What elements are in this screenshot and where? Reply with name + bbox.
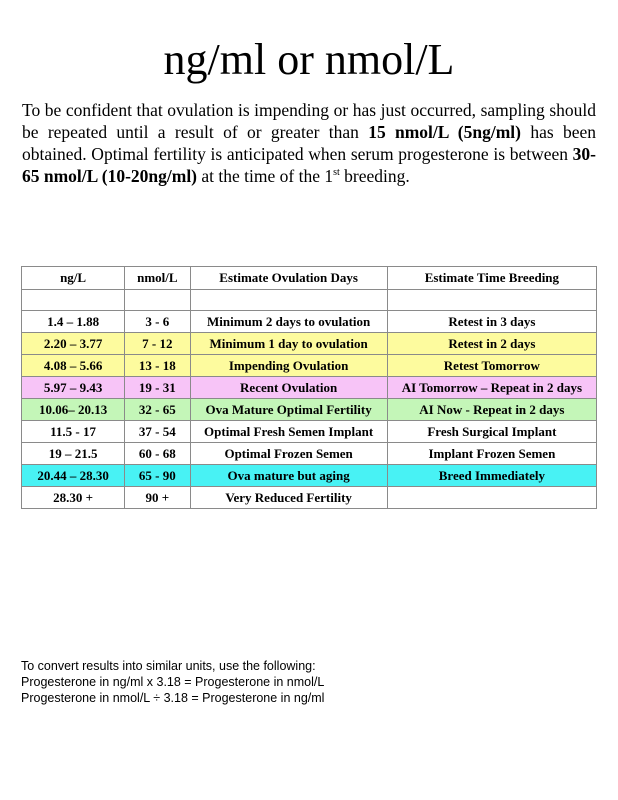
table-row <box>22 421 597 443</box>
cell-ng-l: 2.20 – 3.77 <box>22 333 125 355</box>
cell-ovulation-days: Recent Ovulation <box>190 377 387 399</box>
cell-time-breeding: Retest in 3 days <box>387 311 596 333</box>
cell-nmol-l: 60 - 68 <box>125 443 190 465</box>
cell-nmol-l: 37 - 54 <box>125 421 190 443</box>
cell-time-breeding <box>387 487 596 509</box>
cell-ovulation-days <box>190 290 387 311</box>
cell-nmol-l: 7 - 12 <box>125 333 190 355</box>
cell-ng-l: 5.97 – 9.43 <box>22 377 125 399</box>
cell-time-breeding: AI Now - Repeat in 2 days <box>387 399 596 421</box>
cell-nmol-l: 90 + <box>125 487 190 509</box>
table-row <box>22 333 597 355</box>
cell-ng-l <box>22 290 125 311</box>
intro-bold-optimal-range: 30-65 nmol/L (10-20ng/ml) <box>22 144 596 186</box>
cell-ng-l: 28.30 + <box>22 487 125 509</box>
cell-ovulation-days: Minimum 1 day to ovulation <box>190 333 387 355</box>
cell-ng-l: 1.4 – 1.88 <box>22 311 125 333</box>
cell-ovulation-days: Ova mature but aging <box>190 465 387 487</box>
cell-ovulation-days: Impending Ovulation <box>190 355 387 377</box>
header-ng-l: ng/L <box>22 267 125 290</box>
cell-ovulation-days: Ova Mature Optimal Fertility <box>190 399 387 421</box>
conversion-notes <box>21 658 601 706</box>
conversion-nmol-to-ng: Progesterone in nmol/L ÷ 3.18 = Progesterone in ng/ml <box>21 691 325 705</box>
table-row <box>22 377 597 399</box>
table-row <box>22 399 597 421</box>
cell-ng-l: 4.08 – 5.66 <box>22 355 125 377</box>
intro-text-2: has been obtained. Optimal fertility is anticipated when serum progesterone is between <box>22 122 596 164</box>
header-ovulation-days: Estimate Ovulation Days <box>190 267 387 290</box>
cell-time-breeding: Fresh Surgical Implant <box>387 421 596 443</box>
cell-time-breeding <box>387 290 596 311</box>
cell-ng-l: 20.44 – 28.30 <box>22 465 125 487</box>
cell-time-breeding: Retest Tomorrow <box>387 355 596 377</box>
cell-ovulation-days: Optimal Frozen Semen <box>190 443 387 465</box>
intro-superscript: st <box>333 167 340 179</box>
cell-nmol-l: 13 - 18 <box>125 355 190 377</box>
conversion-intro: To convert results into similar units, use the following: <box>21 659 316 673</box>
cell-nmol-l <box>125 290 190 311</box>
intro-text-1: To be confident that ovulation is impending or has just occurred, sampling should be repeated until a result of or greater than <box>22 100 596 142</box>
conversion-ng-to-nmol: Progesterone in ng/ml x 3.18 = Progesterone in nmol/L <box>21 675 325 689</box>
cell-ng-l: 11.5 - 17 <box>22 421 125 443</box>
cell-ng-l: 10.06– 20.13 <box>22 399 125 421</box>
cell-time-breeding: Breed Immediately <box>387 465 596 487</box>
cell-time-breeding: Implant Frozen Semen <box>387 443 596 465</box>
cell-ng-l: 19 – 21.5 <box>22 443 125 465</box>
cell-ovulation-days: Minimum 2 days to ovulation <box>190 311 387 333</box>
cell-nmol-l: 3 - 6 <box>125 311 190 333</box>
cell-ovulation-days: Very Reduced Fertility <box>190 487 387 509</box>
table-row <box>22 290 597 311</box>
intro-text-3: at the time of the 1 <box>197 166 334 186</box>
table-header-row <box>22 267 597 290</box>
page-title: ng/ml or nmol/L <box>163 35 455 84</box>
table-row <box>22 311 597 333</box>
table-row <box>22 355 597 377</box>
cell-nmol-l: 32 - 65 <box>125 399 190 421</box>
table-row <box>22 443 597 465</box>
header-time-breeding: Estimate Time Breeding <box>387 267 596 290</box>
table-row <box>22 487 597 509</box>
header-nmol-l: nmol/L <box>125 267 190 290</box>
intro-paragraph <box>22 99 596 187</box>
intro-text-4: breeding. <box>339 166 410 186</box>
cell-time-breeding: AI Tomorrow – Repeat in 2 days <box>387 377 596 399</box>
table-row <box>22 465 597 487</box>
cell-time-breeding: Retest in 2 days <box>387 333 596 355</box>
cell-nmol-l: 65 - 90 <box>125 465 190 487</box>
cell-nmol-l: 19 - 31 <box>125 377 190 399</box>
cell-ovulation-days: Optimal Fresh Semen Implant <box>190 421 387 443</box>
intro-bold-threshold: 15 nmol/L (5ng/ml) <box>368 122 521 142</box>
progesterone-table <box>21 266 597 509</box>
